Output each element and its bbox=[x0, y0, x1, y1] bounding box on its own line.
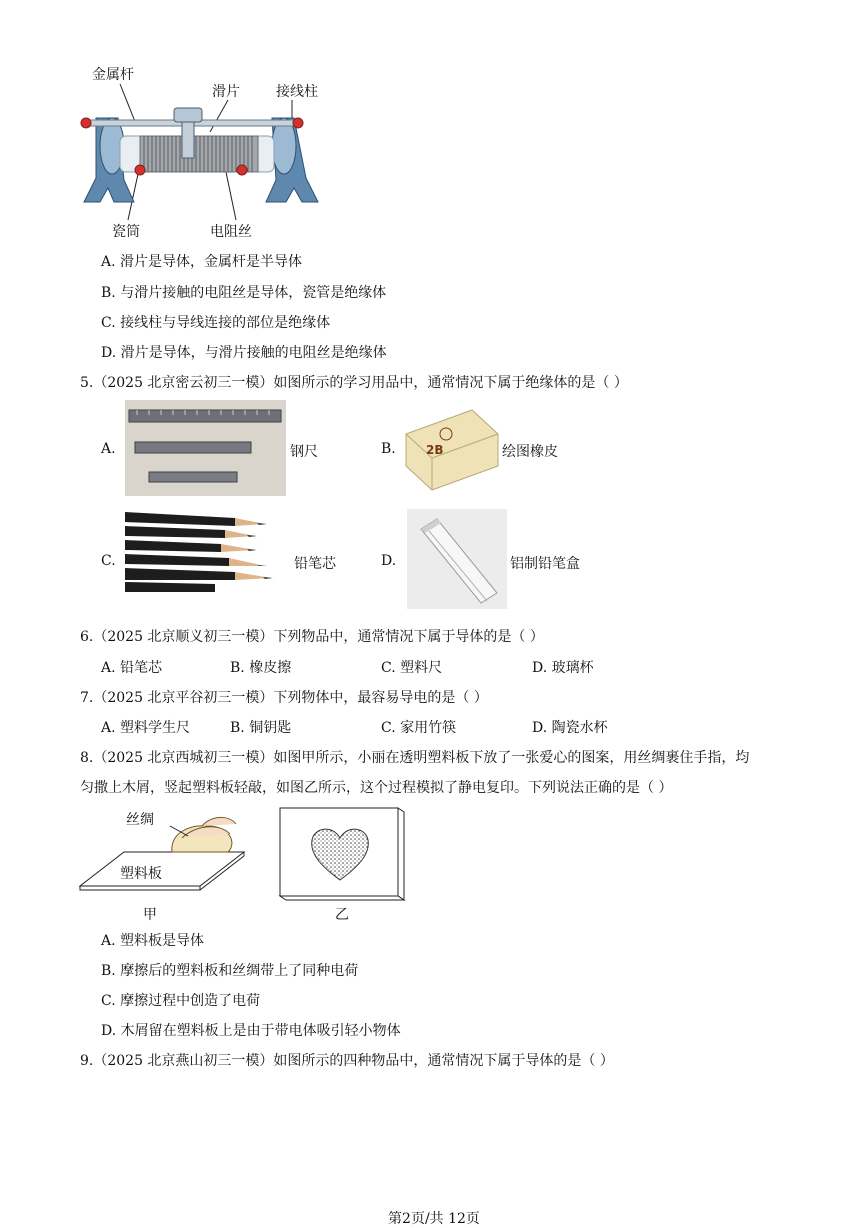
eraser-print: 2B bbox=[426, 443, 444, 457]
q8-stem-line1: 8.（2025 北京西城初三一模）如图甲所示，小丽在透明塑料板下放了一张爱心的图案，用丝绸裹住手指，均 bbox=[80, 750, 750, 766]
page-footer: 第2页/共 12页 bbox=[388, 1211, 480, 1227]
label-fig-yi: 乙 bbox=[335, 907, 349, 923]
label-slider: 滑片 bbox=[212, 84, 240, 100]
label-fig-jia: 甲 bbox=[143, 907, 157, 923]
q5-option-b-text: 绘图橡皮 bbox=[502, 444, 558, 460]
q5-stem: 5.（2025 北京密云初三一模）如图所示的学习用品中，通常情况下属于绝缘体的是（ ） bbox=[80, 375, 628, 391]
q6-option-b: B. 橡皮擦 bbox=[230, 660, 292, 676]
q5-option-c-text: 铅笔芯 bbox=[294, 556, 336, 572]
q8-option-b: B. 摩擦后的塑料板和丝绸带上了同种电荷 bbox=[101, 963, 359, 979]
q7-option-a: A. 塑料学生尺 bbox=[101, 720, 191, 736]
label-silk: 丝绸 bbox=[126, 812, 154, 828]
q5-option-b-letter: B. bbox=[381, 441, 396, 457]
q6-stem: 6.（2025 北京顺义初三一模）下列物品中，通常情况下属于导体的是（ ） bbox=[80, 629, 544, 645]
q4-option-d: D. 滑片是导体，与滑片接触的电阻丝是绝缘体 bbox=[101, 345, 387, 361]
q6-option-d: D. 玻璃杯 bbox=[532, 660, 594, 676]
q7-stem: 7.（2025 北京平谷初三一模）下列物体中，最容易导电的是（ ） bbox=[80, 690, 488, 706]
q8-stem-line2: 匀撒上木屑，竖起塑料板轻敲，如图乙所示，这个过程模拟了静电复印。下列说法正确的是（ ） bbox=[80, 780, 673, 796]
label-terminal: 接线柱 bbox=[276, 84, 318, 100]
pencils-image bbox=[125, 508, 285, 592]
figure-yi-heart bbox=[278, 806, 406, 902]
q7-option-c: C. 家用竹筷 bbox=[381, 720, 457, 736]
q8-option-d: D. 木屑留在塑料板上是由于带电体吸引轻小物体 bbox=[101, 1023, 401, 1039]
q4-option-c: C. 接线柱与导线连接的部位是绝缘体 bbox=[101, 315, 331, 331]
aluminum-pencil-box-image bbox=[407, 509, 507, 609]
label-metal-rod: 金属杆 bbox=[92, 67, 134, 83]
q5-option-d-letter: D. bbox=[381, 553, 397, 569]
q9-stem: 9.（2025 北京燕山初三一模）如图所示的四种物品中，通常情况下属于导体的是（ ） bbox=[80, 1053, 614, 1069]
q7-option-b: B. 铜钥匙 bbox=[230, 720, 292, 736]
q4-option-b: B. 与滑片接触的电阻丝是导体，瓷管是绝缘体 bbox=[101, 285, 387, 301]
steel-ruler-image bbox=[125, 400, 286, 496]
q6-option-c: C. 塑料尺 bbox=[381, 660, 443, 676]
label-ceramic-tube: 瓷筒 bbox=[112, 224, 140, 240]
rheostat-figure bbox=[78, 62, 338, 242]
q7-option-d: D. 陶瓷水杯 bbox=[532, 720, 608, 736]
q5-option-c-letter: C. bbox=[101, 553, 116, 569]
q8-option-c: C. 摩擦过程中创造了电荷 bbox=[101, 993, 261, 1009]
q6-option-a: A. 铅笔芯 bbox=[101, 660, 163, 676]
q5-option-d-text: 铝制铅笔盒 bbox=[510, 556, 580, 572]
eraser-image bbox=[402, 404, 500, 492]
q5-option-a-letter: A. bbox=[101, 441, 116, 457]
q8-option-a: A. 塑料板是导体 bbox=[101, 933, 205, 949]
q5-option-a-text: 钢尺 bbox=[290, 444, 318, 460]
label-resistance-wire: 电阻丝 bbox=[210, 224, 252, 240]
q4-option-a: A. 滑片是导体，金属杆是半导体 bbox=[101, 254, 303, 270]
label-plastic-plate: 塑料板 bbox=[120, 866, 162, 882]
figure-jia-plate-silk bbox=[78, 806, 248, 892]
